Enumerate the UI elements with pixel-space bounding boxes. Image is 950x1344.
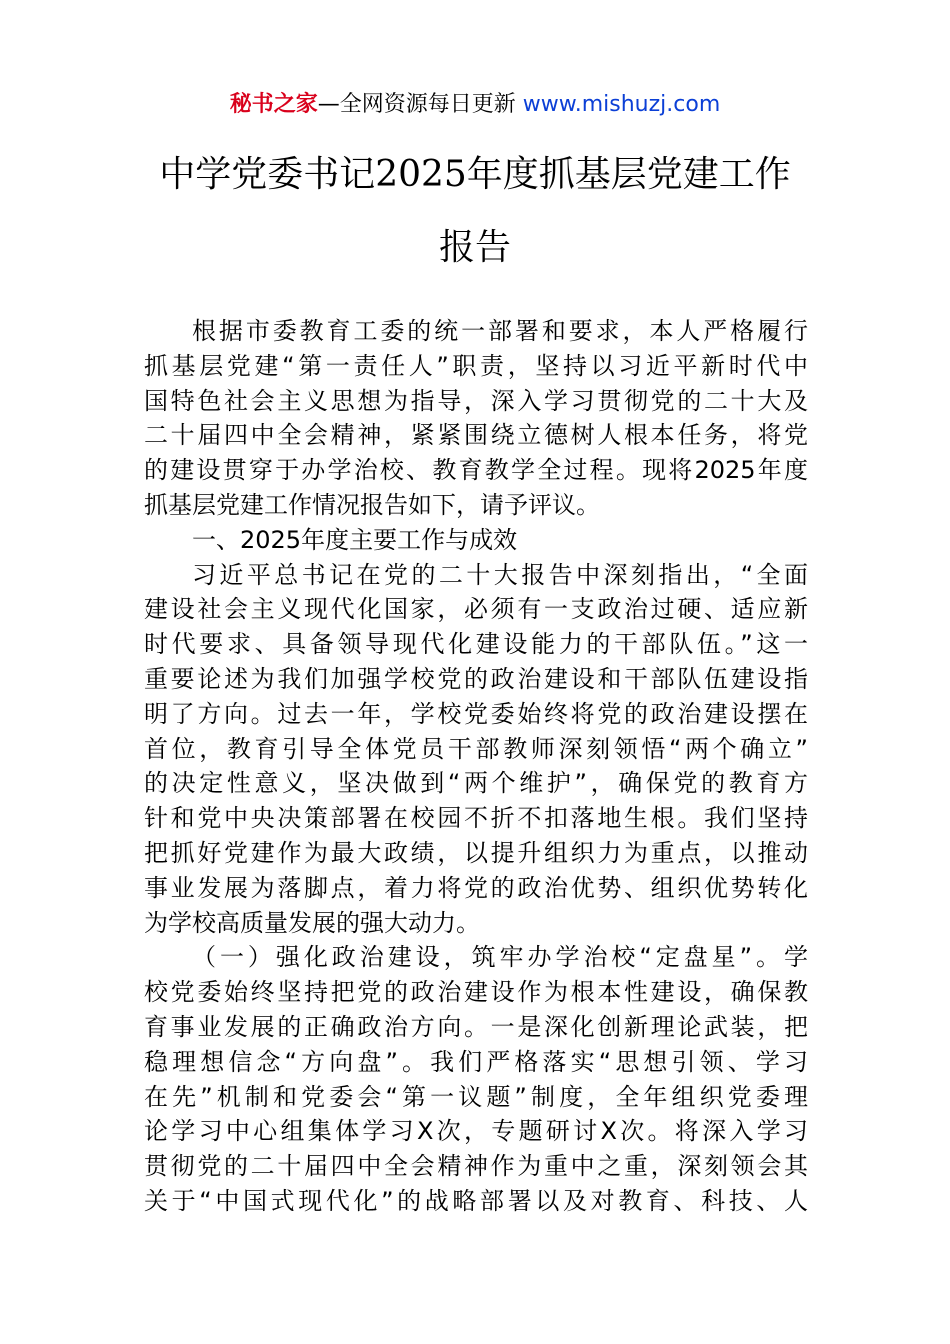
paragraph-line: 抓基层党建“第一责任人”职责，坚持以习近平新时代中 [144,351,808,380]
paragraph-line: 的建设贯穿于办学治校、教育教学全过程。现将2025年度 [144,456,808,485]
paragraph-line: 稳理想信念“方向盘”。我们严格落实“思想引领、学习 [144,1047,808,1076]
paragraph-line: 的决定性意义，坚决做到“两个维护”，确保党的教育方 [144,769,808,798]
paragraph-line: 抓基层党建工作情况报告如下，请予评议。 [144,490,600,519]
document-title-line-1: 中学党委书记2025年度抓基层党建工作 [159,154,791,195]
paragraph-line: 根据市委教育工委的统一部署和要求，本人严格履行 [192,317,808,345]
paragraph-line: 二十届四中全会精神，紧紧围绕立德树人根本任务，将党 [144,421,808,450]
header-tagline: —全网资源每日更新 [317,92,523,117]
paragraph-line: （一）强化政治建设，筑牢办学治校“定盘星”。学 [192,943,808,972]
site-url-link[interactable]: www.mishuzj.com [522,92,721,117]
paragraph-line: 为学校高质量发展的强大动力。 [144,908,480,937]
paragraph-line: 育事业发展的正确政治方向。一是深化创新理论武装，把 [144,1012,808,1041]
paragraph-line: 贯彻党的二十届四中全会精神作为重中之重，深刻领会其 [144,1152,808,1181]
paragraph-line: 论学习中心组集体学习X次，专题研讨X次。将深入学习 [144,1117,808,1146]
paragraph-line: 明了方向。过去一年，学校党委始终将党的政治建设摆在 [144,699,808,728]
paragraph-line: 把抓好党建作为最大政绩，以提升组织力为重点，以推动 [144,838,808,867]
paragraph-line: 校党委始终坚持把党的政治建设作为根本性建设，确保教 [144,978,808,1007]
document-title-line-2: 报告 [438,227,511,268]
paragraph-line: 在先”机制和党委会“第一议题”制度，全年组织党委理 [144,1082,808,1111]
paragraph-line: 首位，教育引导全体党员干部教师深刻领悟“两个确立” [144,734,808,763]
paragraph-line: 时代要求、具备领导现代化建设能力的干部队伍。”这一 [144,630,808,659]
site-header [0,88,950,122]
brand-name: 秘书之家 [229,92,318,117]
document-body [144,314,808,1219]
paragraph-line: 关于“中国式现代化”的战略部署以及对教育、科技、人 [144,1186,808,1215]
paragraph-line: 国特色社会主义思想为指导，深入学习贯彻党的二十大及 [144,386,808,415]
paragraph-line: 习近平总书记在党的二十大报告中深刻指出，“全面 [192,560,808,589]
paragraph-line: 针和党中央决策部署在校园不折不扣落地生根。我们坚持 [144,804,808,833]
section-heading: 一、2025年度主要工作与成效 [192,525,518,554]
paragraph-line: 事业发展为落脚点，着力将党的政治优势、组织优势转化 [144,873,808,902]
paragraph-line: 建设社会主义现代化国家，必须有一支政治过硬、适应新 [144,595,808,624]
paragraph-line: 重要论述为我们加强学校党的政治建设和干部队伍建设指 [144,664,808,693]
